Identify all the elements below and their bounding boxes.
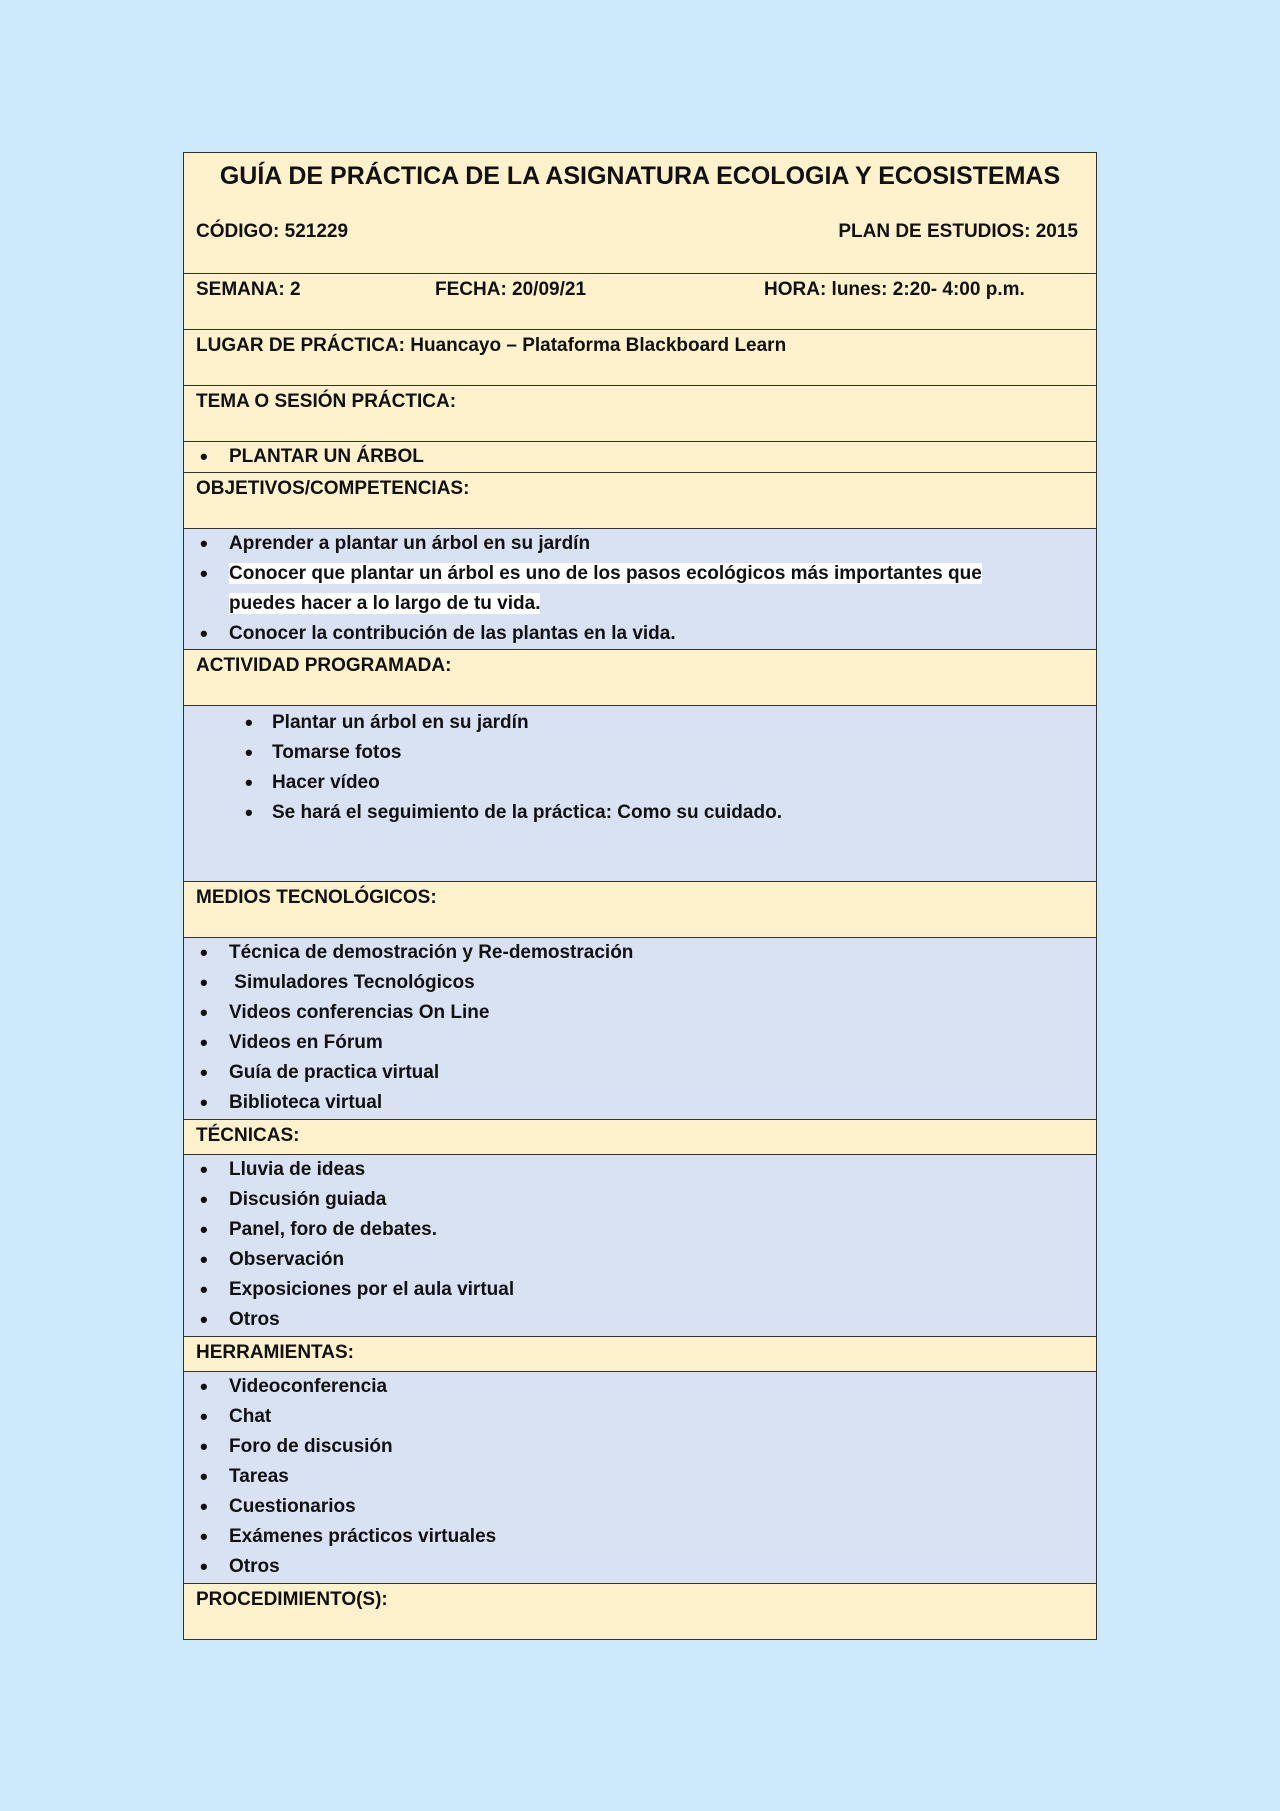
list-item: • Videoconferencia bbox=[196, 1372, 1084, 1402]
topic-row bbox=[183, 442, 1097, 473]
topic-list bbox=[196, 442, 424, 472]
list-item bbox=[196, 559, 1084, 619]
objectives-list bbox=[196, 529, 1084, 649]
list-item: • Videos conferencias On Line bbox=[196, 998, 1084, 1028]
list-item: • Técnica de demostración y Re-demostración bbox=[196, 938, 1084, 968]
techniques-list bbox=[196, 1155, 1084, 1335]
activity-label-row bbox=[183, 650, 1097, 706]
tools-row bbox=[183, 1372, 1097, 1584]
list-item: • PLANTAR UN ÁRBOL bbox=[196, 442, 424, 472]
week: SEMANA: 2 bbox=[196, 279, 301, 300]
techniques-label: TÉCNICAS: bbox=[196, 1125, 300, 1146]
list-item: • Cuestionarios bbox=[196, 1492, 1084, 1522]
list-item: • Plantar un árbol en su jardín bbox=[196, 708, 1084, 738]
practice-place: LUGAR DE PRÁCTICA: Huancayo – Plataforma Blackboard Learn bbox=[196, 335, 787, 356]
list-item: • Panel, foro de debates. bbox=[196, 1215, 1084, 1245]
list-item: • Observación bbox=[196, 1245, 1084, 1275]
topic-label: TEMA O SESIÓN PRÁCTICA: bbox=[196, 391, 457, 412]
objectives-row bbox=[183, 529, 1097, 650]
procedure-label: PROCEDIMIENTO(S): bbox=[196, 1589, 388, 1610]
list-item: • Hacer vídeo bbox=[196, 768, 1084, 798]
place-row bbox=[183, 330, 1097, 386]
header-row bbox=[183, 153, 1097, 274]
list-item: • Otros bbox=[196, 1305, 1084, 1335]
objectives-label: OBJETIVOS/COMPETENCIAS: bbox=[196, 478, 470, 499]
list-item: • Simuladores Tecnológicos bbox=[196, 968, 1084, 998]
study-plan: PLAN DE ESTUDIOS: 2015 bbox=[838, 221, 1078, 242]
list-item: • Videos en Fórum bbox=[196, 1028, 1084, 1058]
course-code: CÓDIGO: 521229 bbox=[196, 221, 349, 242]
list-item: • Exposiciones por el aula virtual bbox=[196, 1275, 1084, 1305]
list-item: • Chat bbox=[196, 1402, 1084, 1432]
time: HORA: lunes: 2:20- 4:00 p.m. bbox=[764, 279, 1025, 300]
tools-label-row bbox=[183, 1337, 1097, 1372]
list-item: • Biblioteca virtual bbox=[196, 1088, 1084, 1118]
activity-list bbox=[196, 708, 1084, 828]
tools-label: HERRAMIENTAS: bbox=[196, 1342, 354, 1363]
highlighted-text: Conocer que plantar un árbol es uno de los pasos ecológicos más importantes que bbox=[229, 563, 982, 584]
media-row bbox=[183, 938, 1097, 1120]
activity-row bbox=[183, 706, 1097, 882]
list-item: • Lluvia de ideas bbox=[196, 1155, 1084, 1185]
list-item: • Se hará el seguimiento de la práctica: Como su cuidado. bbox=[196, 798, 1084, 828]
practice-guide-table bbox=[183, 152, 1097, 1640]
list-item: • Conocer la contribución de las plantas en la vida. bbox=[196, 619, 1084, 649]
list-item: • Tomarse fotos bbox=[196, 738, 1084, 768]
objectives-label-row bbox=[183, 473, 1097, 529]
list-item: • Foro de discusión bbox=[196, 1432, 1084, 1462]
list-item: • Aprender a plantar un árbol en su jardín bbox=[196, 529, 1084, 559]
document-title: GUÍA DE PRÁCTICA DE LA ASIGNATURA ECOLOGIA Y ECOSISTEMAS bbox=[219, 162, 1061, 190]
list-item: • Otros bbox=[196, 1552, 1084, 1582]
list-item: • Tareas bbox=[196, 1462, 1084, 1492]
list-item: • Guía de practica virtual bbox=[196, 1058, 1084, 1088]
media-list bbox=[196, 938, 1084, 1118]
highlighted-text: puedes hacer a lo largo de tu vida. bbox=[229, 593, 541, 614]
list-item: • Discusión guiada bbox=[196, 1185, 1084, 1215]
list-item: • Exámenes prácticos virtuales bbox=[196, 1522, 1084, 1552]
media-label-row bbox=[183, 882, 1097, 938]
schedule-row bbox=[183, 274, 1097, 330]
procedure-label-row bbox=[183, 1584, 1097, 1640]
date: FECHA: 20/09/21 bbox=[435, 279, 587, 300]
tools-list bbox=[196, 1372, 1084, 1582]
techniques-label-row bbox=[183, 1120, 1097, 1155]
topic-label-row bbox=[183, 386, 1097, 442]
activity-label: ACTIVIDAD PROGRAMADA: bbox=[196, 655, 452, 676]
techniques-row bbox=[183, 1155, 1097, 1337]
media-label: MEDIOS TECNOLÓGICOS: bbox=[196, 887, 437, 908]
